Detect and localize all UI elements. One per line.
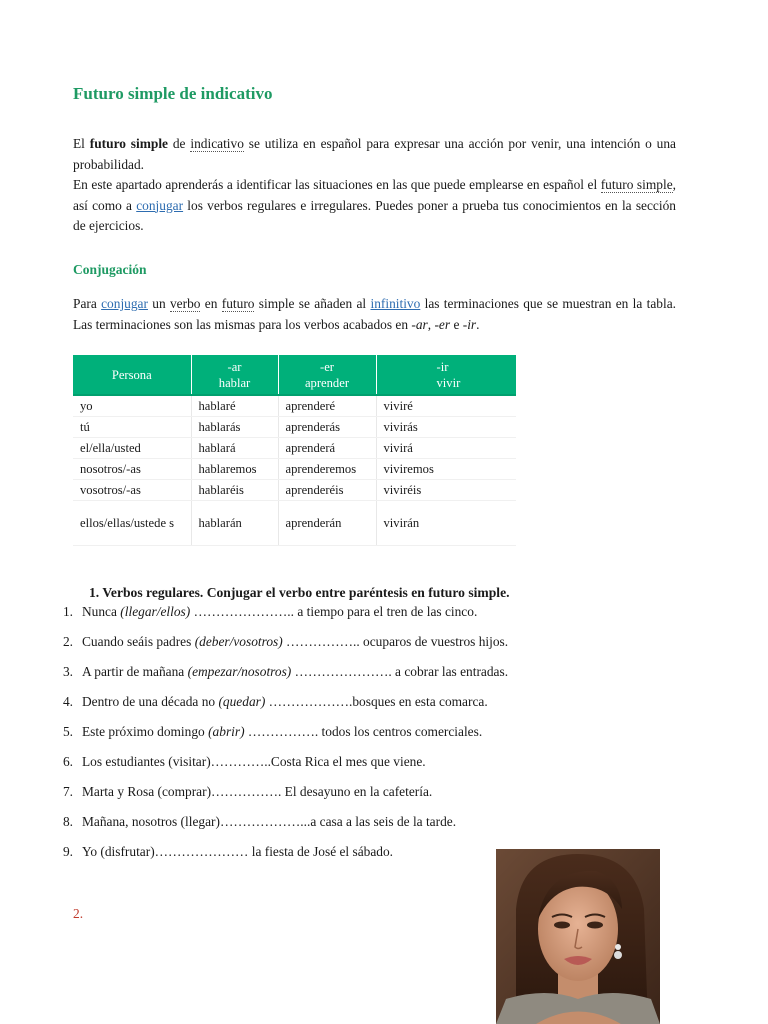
table-row [73,438,516,459]
table-cell: hablará [191,438,278,459]
intro-text: El [73,136,90,151]
conj-text: las terminaciones que se muestran en la tabla. Las terminaciones son las mismas para los verbos acabados en [73,296,676,332]
conj-text: , [427,316,435,332]
conjugation-paragraph [73,294,676,335]
portrait-photo [496,849,660,1024]
exercise-list [52,603,508,873]
item-number: 7. [62,784,73,799]
table-cell: el/ella/usted [73,438,191,459]
table-cell: hablarás [191,417,278,438]
table-row [73,501,516,546]
table-header-cell: -ar hablar [191,355,278,395]
intro-text: de [168,136,191,151]
item-text: Marta y Rosa (comprar)……………. El desayuno en la cafetería. [82,784,433,799]
conj-text: simple se añaden al [254,296,371,311]
link-verbo[interactable]: verbo [169,296,201,311]
list-item [52,633,508,663]
item-number: 2. [62,634,73,649]
table-cell: vosotros/-as [73,480,191,501]
table-cell: aprenderá [278,438,376,459]
list-item [52,753,508,783]
intro-text: En este apartado aprenderás a identificar las situaciones en las que puede emplearse en español el [73,177,601,192]
table-cell: viviré [376,395,516,417]
item-number: 8. [62,814,73,829]
item-text: Los estudiantes (visitar)…………..Costa Rica el mes que viene. [82,754,426,769]
conjugation-table [73,355,516,546]
table-cell: aprenderemos [278,459,376,480]
table-row [73,417,516,438]
table-cell: hablarán [191,501,278,546]
intro-paragraph-2 [73,175,676,237]
table-cell: ellos/ellas/ustede s [73,501,191,546]
conj-text: un [147,296,170,311]
table-cell: vivirás [376,417,516,438]
table-cell: yo [73,395,191,417]
link-futuro-simple[interactable]: futuro simple [600,177,673,192]
intro-paragraph-1 [73,134,676,175]
list-item [52,603,508,633]
item-number: 1. [62,604,73,619]
item-number: 4. [62,694,73,709]
conj-text: Para [73,296,102,311]
item-text: Dentro de una década no (quedar) ……………….bosques en esta comarca. [82,694,488,709]
table-row [73,480,516,501]
conj-text: . [476,316,480,332]
table-cell: aprenderéis [278,480,376,501]
intro-text: los verbos regulares e irregulares. Puedes poner a prueba tus conocimientos en la sección de ejercicios. [73,197,676,233]
section-heading-conjugacion: Conjugación [73,262,147,277]
table-header-cell: -ir vivir [376,355,516,395]
item-number: 5. [62,724,73,739]
item-text: A partir de mañana (empezar/nosotros) …………………. a cobrar las entradas. [82,664,509,679]
list-item [52,723,508,753]
ending-er: -er [434,316,451,332]
table-cell: viviremos [376,459,516,480]
ending-ar: -ar [411,316,428,332]
item-text: Yo (disfrutar)………………… la fiesta de José el sábado. [82,844,394,859]
item-text: Cuando seáis padres (deber/vosotros) …………….. ocuparos de vuestros hijos. [82,634,509,649]
list-item [52,843,508,873]
link-conjugar[interactable]: conjugar [101,296,148,311]
link-conjugar[interactable]: conjugar [136,197,184,213]
table-cell: hablaré [191,395,278,417]
intro-text: se utiliza en español para expresar una acción por venir, una intención o una probabilidad. [73,136,676,172]
table-cell: aprenderé [278,395,376,417]
table-header-cell: Persona [73,355,191,395]
table-header-row [73,355,516,395]
table-cell: vivirá [376,438,516,459]
conj-text: en [200,296,222,311]
ending-ir: -ir [462,316,477,332]
table-cell: nosotros/-as [73,459,191,480]
list-item [52,693,508,723]
list-item [52,783,508,813]
table-cell: viviréis [376,480,516,501]
list-item [52,663,508,693]
table-cell: vivirán [376,501,516,546]
table-row [73,459,516,480]
table-row [73,395,516,417]
item-number: 3. [62,664,73,679]
item-text: Este próximo domingo (abrir) ……………. todos los centros comerciales. [82,724,483,739]
table-header-cell: -er aprender [278,355,376,395]
section-2-number: 2. [73,906,84,921]
portrait-image [496,849,660,1024]
conj-text: e [450,316,463,332]
item-text: Mañana, nosotros (llegar)………………...a casa a las seis de la tarde. [82,814,457,829]
table-cell: tú [73,417,191,438]
page-title: Futuro simple de indicativo [73,84,273,103]
exercise-title: 1. Verbos regulares. Conjugar el verbo entre paréntesis en futuro simple. [89,585,510,600]
item-number: 9. [62,844,73,859]
intro-bold-term: futuro simple [89,136,169,151]
list-item [52,813,508,843]
item-text: Nunca (llegar/ellos) ………………….. a tiempo para el tren de las cinco. [82,604,478,619]
table-cell: aprenderás [278,417,376,438]
table-cell: hablaréis [191,480,278,501]
item-number: 6. [62,754,73,769]
link-futuro[interactable]: futuro [221,296,255,311]
table-cell: aprenderán [278,501,376,546]
link-indicativo[interactable]: indicativo [190,136,244,151]
link-infinitivo[interactable]: infinitivo [370,296,421,311]
table-cell: hablaremos [191,459,278,480]
intro-text: , así como a [73,177,676,213]
